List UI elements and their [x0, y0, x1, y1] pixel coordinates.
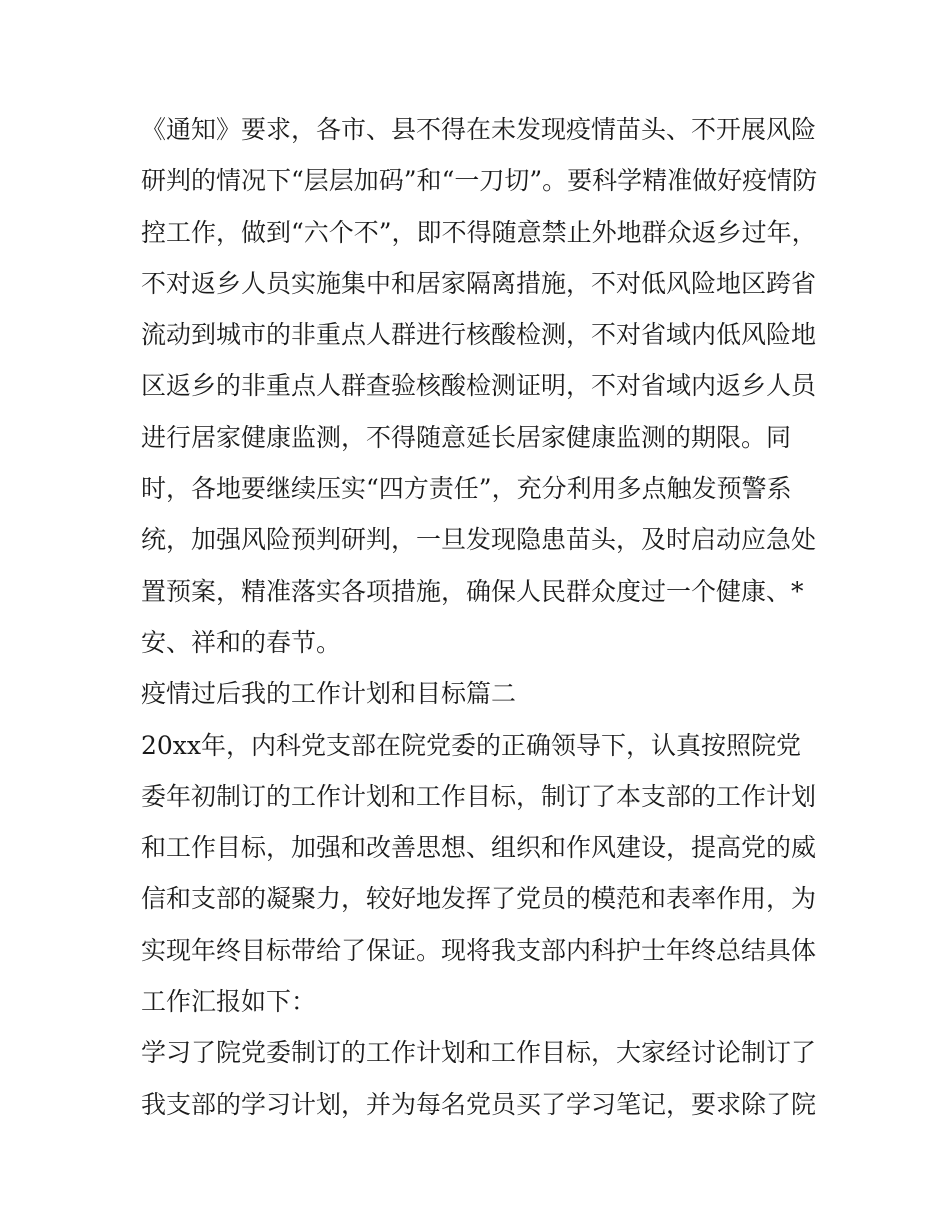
text-line: 流动到城市的非重点人群进行核酸检测，不对省域内低风险地 — [141, 320, 817, 350]
text-line: 学习了院党委制订的工作计划和工作目标，大家经讨论制订了 — [141, 1038, 817, 1068]
text-line: 安、祥和的春节。 — [141, 627, 342, 657]
text-line: 工作汇报如下： — [141, 987, 317, 1017]
text-line: 进行居家健康监测，不得随意延长居家健康监测的期限。同 — [141, 422, 792, 452]
text-line: 不对返乡人员实施集中和居家隔离措施，不对低风险地区跨省 — [141, 268, 817, 298]
text-line: 实现年终目标带给了保证。现将我支部内科护士年终总结具体 — [141, 935, 817, 965]
text-line: 统，加强风险预判研判，一旦发现隐患苗头，及时启动应急处 — [141, 525, 817, 555]
text-line: 和工作目标，加强和改善思想、组织和作风建设，提高党的威 — [141, 833, 817, 863]
text-line: 控工作，做到“六个不”，即不得随意禁止外地群众返乡过年， — [141, 217, 817, 247]
text-line: 区返乡的非重点人群查验核酸检测证明，不对省域内返乡人员 — [141, 371, 817, 401]
document-body — [141, 104, 821, 1130]
text-line: 我支部的学习计划，并为每名党员买了学习笔记，要求除了院 — [141, 1089, 817, 1119]
text-line: 委年初制订的工作计划和工作目标，制订了本支部的工作计划 — [141, 781, 817, 811]
section-heading: 疫情过后我的工作计划和目标篇二 — [141, 679, 517, 709]
text-line: 研判的情况下“层层加码”和“一刀切”。要科学精准做好疫情防 — [141, 166, 818, 196]
text-line: 20xx年，内科党支部在院党委的正确领导下，认真按照院党 — [141, 730, 802, 760]
text-line: 时，各地要继续压实“四方责任”，充分利用多点触发预警系 — [141, 474, 792, 504]
text-line: 信和支部的凝聚力，较好地发挥了党员的模范和表率作用，为 — [141, 884, 817, 914]
text-line: 《通知》要求，各市、县不得在未发现疫情苗头、不开展风险 — [141, 115, 817, 144]
text-line: 置预案，精准落实各项措施，确保人民群众度过一个健康、* — [141, 576, 804, 606]
